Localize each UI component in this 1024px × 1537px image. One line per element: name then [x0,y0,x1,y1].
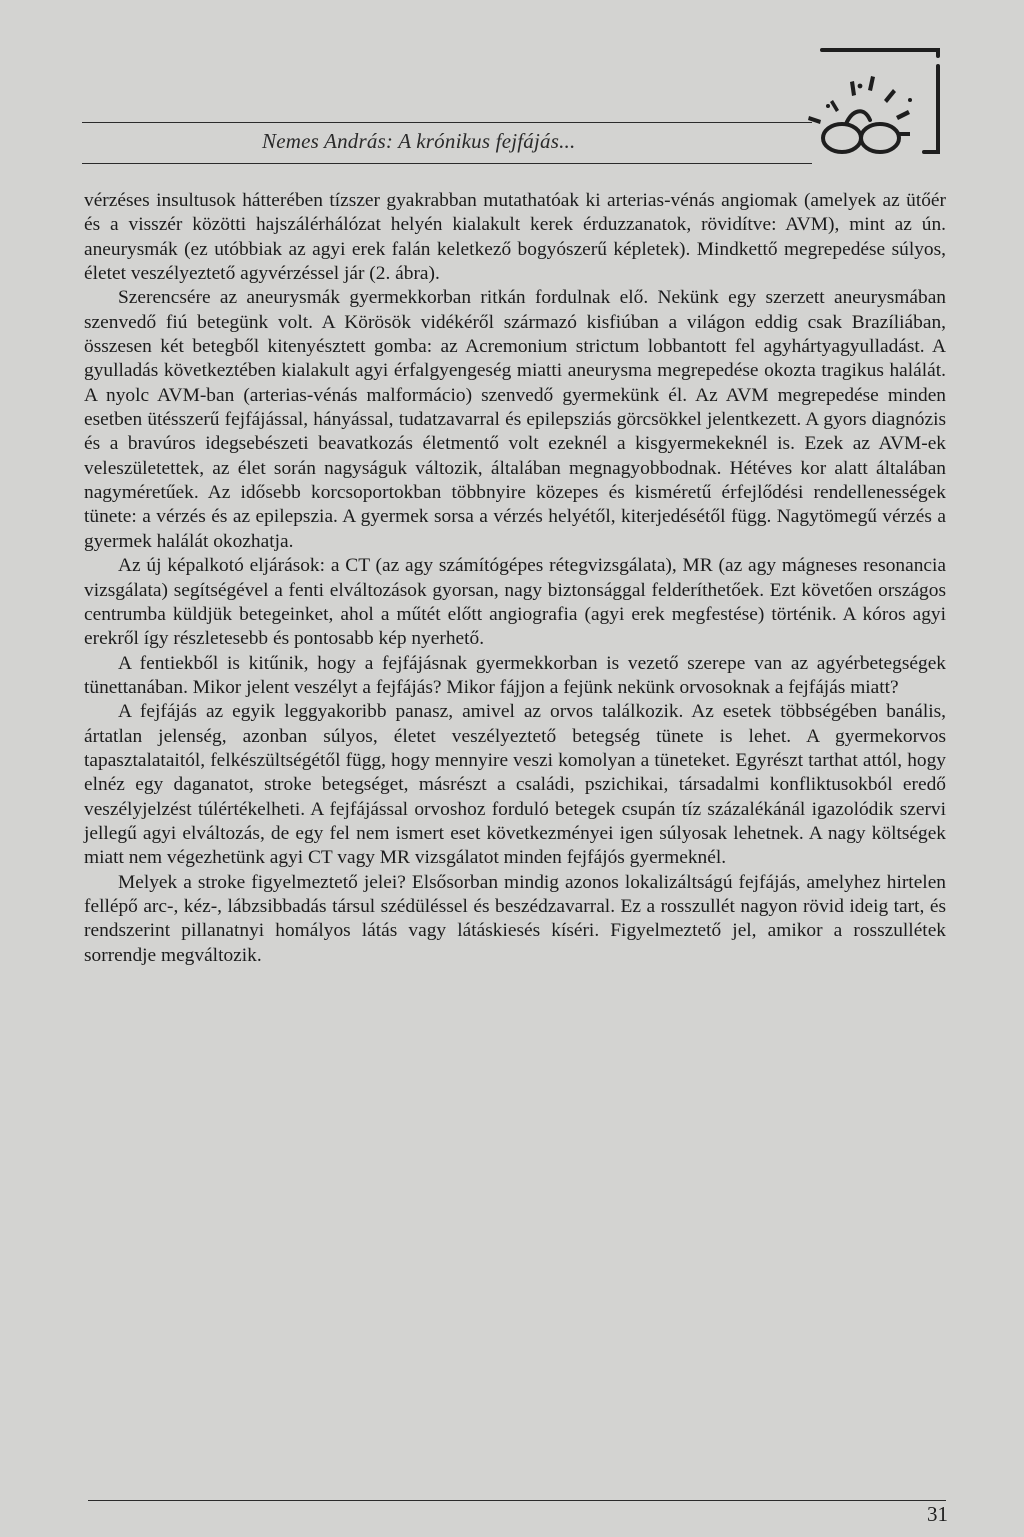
paragraph: Az új képalkotó eljárások: a CT (az agy számítógépes rétegvizsgálata), MR (az agy mágneses resonancia vizsgálata) segítségével a fenti elváltozások gyorsan, nagy biztonsággal felderíthetőek. Ezt követően országos centrumba küldjük betegeinket, ahol a műtét előtt angiografia (agyi erek megfestése) történik. A kóros agyi erekről így részletesebb és pontosabb kép nyerhető. [84,555,946,650]
header-top-rule [82,122,812,123]
paragraph: A fentiekből is kitűnik, hogy a fejfájásnak gyermekkorban is vezető szerepe van az agyérbetegségek tünettanában. Mikor jelent veszélyt a fejfájás? Mikor fájjon a fejünk nekünk orvosoknak a fejfájás miatt? [84,652,946,698]
paragraph: Melyek a stroke figyelmeztető jelei? Elsősorban mindig azonos lokalizáltságú fejfájás, amelyhez hirtelen fellépő arc-, kéz-, lábzsibbadás társul szédüléssel és beszédzavarral. Ez a rosszullét nagyon rövid ideig tart, és rendszerint pillanatnyi homályos látás vagy látáskiesés kíséri. Figyelmeztető jel, amikor a rosszullétek sorrendje megváltozik. [84,871,946,966]
publisher-logo-icon [800,40,950,170]
paragraph: Szerencsére az aneurysmák gyermekkorban ritkán fordulnak elő. Nekünk egy szerzett aneurysmában szenvedő fiú betegünk volt. A Körösök vidékéről származó kisfiúban a világon eddig csak Brazíliában, összesen két betegből kitenyésztett gomba: az Acremonium strictum lobbantott fel agyhártyagyulladást. A gyulladás következtében kialakult agyi érfalgyengeség miatti aneurysma megrepedése okozta tragikus halálát. A nyolc AVM-ban (arterias-vénás malformácio) szenvedő gyermekünk él. Az AVM megrepedése minden esetben ütésszerű fejfájással, hányással, tudatzavarral és epilepsziás görcsökkel jelentkezett. A gyors diagnózis és a bravúros idegsebészeti beavatkozás életmentő volt ezeknél a kisgyermekeknél is. Ezek az AVM-ek veleszületettek, az élet során nagyságuk változik, általában megnagyobbodnak. Hétéves kor alatt általában nagyméretűek. Az idősebb korcsoportokban többnyire közepes és kisméretű érfejlődési rendellenességek tünete: a vérzés és az epilepszia. A gyermek sorsa a vérzés helyétől, kiterjedésétől függ. Nagytömegű vérzés a gyermek halálát okozhatja. [84,287,946,552]
page-number: 31 [927,1502,948,1526]
footer-rule [88,1500,946,1501]
header-bottom-rule [82,163,812,164]
running-head: Nemes András: A krónikus fejfájás... [262,129,576,153]
paragraph: vérzéses insultusok hátterében tízszer gyakrabban mutathatóak ki arterias-vénás angiomak (amelyek az ütőér és a visszér közötti hajszálérhálózat helyén kialakult kerek érduzzanatok, rövidítve: AVM), mint az ún. aneurysmák (ez utóbbiak az agyi erek falán keletkező bogyószerű képletek). Mindkettő megrepedése súlyos, életet veszélyeztető agyvérzéssel jár (2. ábra). [84,190,946,285]
paragraph: A fejfájás az egyik leggyakoribb panasz, amivel az orvos találkozik. Az esetek többségében banális, ártatlan jelenség, azonban súlyos, életet veszélyeztető betegség tünete is lehet. A gyermekorvos tapasztalataitól, felkészültségétől függ, hogy mennyire veszi komolyan a tüneteket. Egyrészt tarthat attól, hogy elnéz egy daganatot, stroke betegséget, másrészt a családi, pszichikai, társadalmi konfliktusokból eredő veszélyjelzést túlértékelheti. A fejfájással orvoshoz forduló betegek csupán tíz százalékánál igazolódik szervi jellegű agyi elváltozás, de egy fel nem ismert eset következményei igen súlyosak lehetnek. A nagy költségek miatt nem végezhetünk agyi CT vagy MR vizsgálatot minden fejfájós gyermeknél. [84,701,946,869]
article-body [84,189,946,968]
